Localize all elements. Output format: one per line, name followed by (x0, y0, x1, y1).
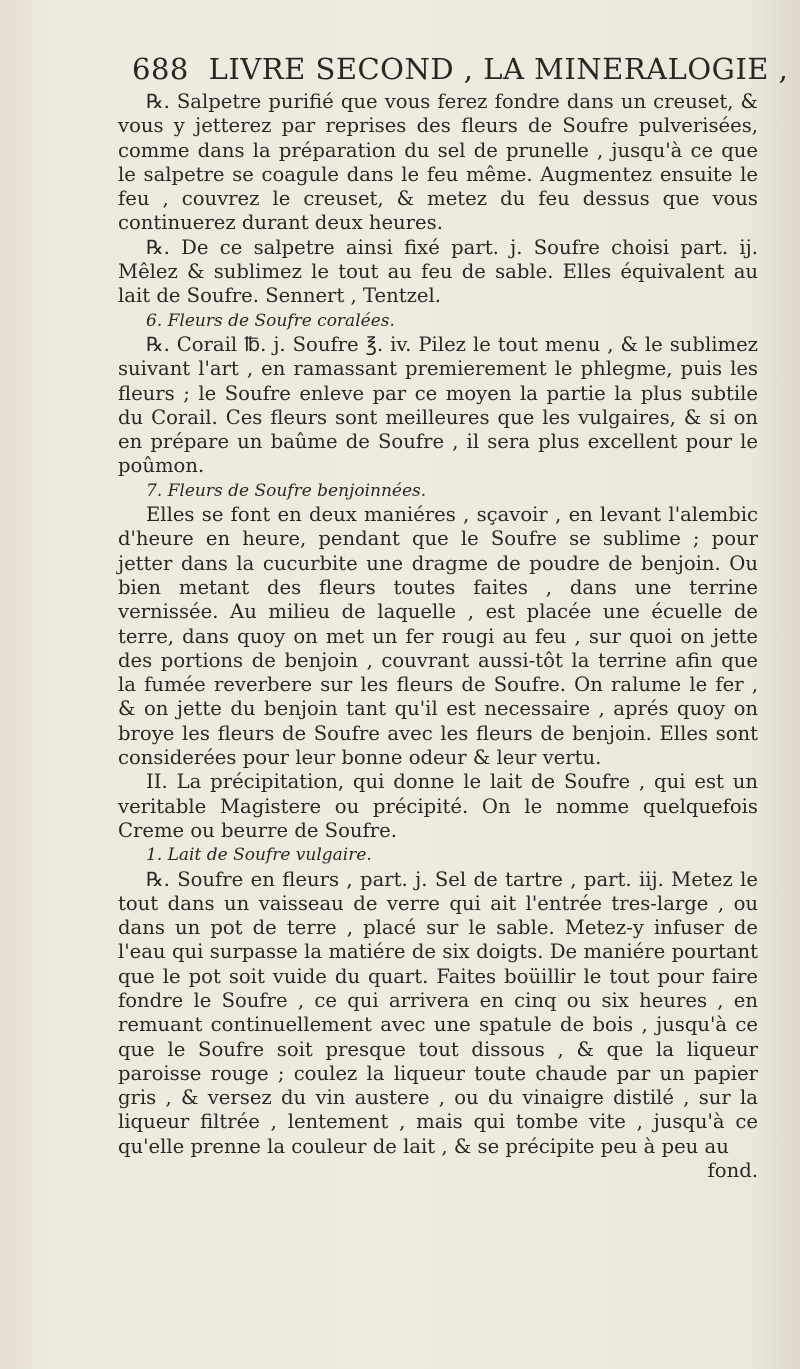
running-title: LIVRE SECOND , LA MINERALOGIE , (208, 52, 789, 86)
paragraph: II. La précipitation, qui donne le lait de Soufre , qui est un veritable Magistere ou précipité. On le nomme quelquefois Creme ou beurre de Soufre. (118, 770, 758, 842)
paragraph: ℞. De ce salpetre ainsi fixé part. j. Soufre choisi part. ij. Mêlez & sublimez le tout au feu de sable. Elles équivalent au lait de Soufre. Sennert , Tentzel. (118, 235, 758, 308)
paragraph: ℞. Soufre en fleurs , part. j. Sel de tartre , part. iij. Metez le tout dans un vaisseau de verre qui ait l'entrée tres-large , ou dans un pot de terre , placé sur le sable. Metez-y infuser de l'eau qui surpasse la matiére de six doigts. De maniére pourtant que le pot soit vuide du quart. Faites boüillir le tout pour faire fondre le Soufre , ce qui arrivera en cinq ou six heures , en remuant continuellement avec une spatule de bois , jusqu'à ce que le Soufre soit presque tout dissous , & que la liqueur paroisse rouge ; coulez la liqueur toute chaude par un papier gris , & versez du vin austere , ou du vinaigre distilé , sur la liqueur filtrée , lentement , mais qui tombe vite , jusqu'à ce qu'elle prenne la couleur de lait , & se précipite peu à peu au (118, 867, 758, 1158)
paragraph: ℞. Salpetre purifié que vous ferez fondre dans un creuset, & vous y jetterez par reprises des fleurs de Soufre pulverisées, comme dans la préparation du sel de prunelle , jusqu'à ce que le salpetre se coagule dans le feu même. Augmentez ensuite le feu , couvrez le creuset, & metez du feu dessus que vous continuerez durant deux heures. (118, 90, 758, 235)
running-header (132, 52, 789, 86)
subheading: 7. Fleurs de Soufre benjoinnées. (146, 480, 427, 501)
catchword: fond. (707, 1159, 758, 1183)
subheading: 6. Fleurs de Soufre coralées. (146, 310, 395, 331)
paragraph: ℞. Corail ℔. j. Soufre ℥. iv. Pilez le tout menu , & le sublimez suivant l'art , en ramassant premierement le phlegme, puis les fleurs ; le Soufre enleve par ce moyen la partie la plus subtile du Corail. Ces fleurs sont meilleures que les vulgaires, & si on en prépare un baûme de Soufre , il sera plus excellent pour le poûmon. (118, 332, 758, 478)
page-number: 688 (132, 52, 189, 86)
subheading: 1. Lait de Soufre vulgaire. (146, 845, 372, 866)
paragraph: Elles se font en deux maniéres , sçavoir , en levant l'alembic d'heure en heure, pendant que le Soufre se sublime ; pour jetter dans la cucurbite une dragme de poudre de benjoin. Ou bien metant des fleurs toutes faites , dans une terrine vernissée. Au milieu de laquelle , est placée une écuelle de terre, dans quoy on met un fer rougi au feu , sur quoi on jette des portions de benjoin , couvrant aussi-tôt la terrine afin que la fumée reverbere sur les fleurs de Soufre. On ralume le fer , & on jette du benjoin tant qu'il est necessaire , aprés quoy on broye les fleurs de Soufre avec les fleurs de benjoin. Elles sont considerées pour leur bonne odeur & leur vertu. (118, 503, 758, 770)
body-text (118, 90, 758, 1183)
